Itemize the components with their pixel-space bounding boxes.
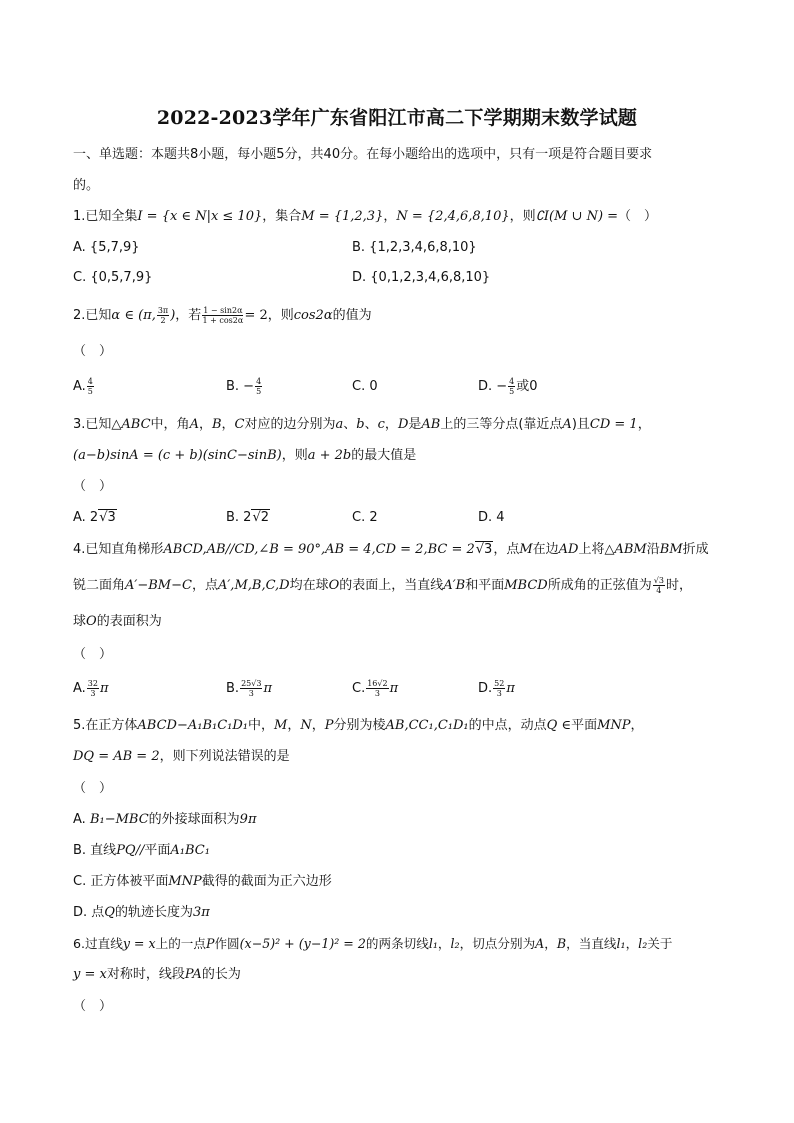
q3-option-b bbox=[226, 508, 270, 528]
q1-option-d: D. {0,1,2,3,4,6,8,10} bbox=[352, 270, 491, 285]
q5-option-a bbox=[73, 810, 257, 830]
q6-stem-line2 bbox=[73, 965, 241, 985]
q3-text: )且 bbox=[571, 417, 590, 432]
q5-math: AB,CC₁,C₁D₁ bbox=[385, 718, 469, 733]
option-label: A. bbox=[73, 379, 86, 394]
q5-math: 3π bbox=[192, 905, 210, 920]
q6-text: 的两条切线 bbox=[365, 936, 429, 951]
q1-text: ，集合 bbox=[262, 209, 302, 224]
q5-math: MNP bbox=[168, 874, 202, 889]
frac-num: 52 bbox=[494, 679, 505, 688]
q5-stem-line2 bbox=[73, 747, 290, 767]
q5-text: 分别为棱 bbox=[333, 718, 386, 733]
q5-math: M bbox=[274, 718, 288, 733]
q3-text: 3.已知△ bbox=[73, 417, 122, 432]
q3-math: b bbox=[356, 417, 365, 432]
page-title: 2022-2023学年广东省阳江市高二下学期期末数学试题 bbox=[156, 107, 638, 129]
frac-den: 5 bbox=[256, 387, 262, 396]
q3-text: 上的三等分点(靠近点 bbox=[440, 417, 563, 432]
q1-set-n: N = {2,4,6,8,10} bbox=[396, 209, 510, 224]
q5-option-c bbox=[73, 872, 332, 892]
option-label: A. 2 bbox=[73, 510, 99, 525]
option-label: C. 正方体被平面 bbox=[73, 874, 169, 889]
q4-text: 沿 bbox=[646, 542, 660, 557]
q5-math: ABCD−A₁B₁C₁D₁ bbox=[137, 718, 249, 733]
frac-num: √3 bbox=[653, 576, 664, 585]
q4-text: 的表面上，当直线 bbox=[339, 578, 444, 593]
option-label: D. − bbox=[478, 379, 508, 394]
q5-math: DQ = AB = 2 bbox=[73, 749, 160, 764]
q2-option-d bbox=[478, 377, 538, 397]
q5-text: 平面 bbox=[571, 718, 598, 733]
option-label: A. bbox=[73, 812, 86, 827]
q5-option-b bbox=[73, 841, 210, 861]
q4-text: 锐二面角 bbox=[73, 578, 126, 593]
q4-math: A′−BM−C bbox=[125, 578, 192, 593]
q4-option-a bbox=[73, 679, 109, 699]
frac-num: 16√2 bbox=[367, 679, 388, 688]
q6-stem-line1 bbox=[73, 934, 672, 954]
sqrt-radicand: √3 bbox=[475, 542, 493, 557]
q5-text: ， bbox=[311, 718, 325, 733]
q4-text: 的表面积为 bbox=[96, 614, 162, 629]
q4-text: 球 bbox=[73, 614, 87, 629]
q4-math: O bbox=[86, 614, 97, 629]
radicand: 3 bbox=[107, 510, 116, 525]
q3-text: 的最大值是 bbox=[351, 448, 417, 463]
q2-interval-close: ) bbox=[170, 308, 176, 323]
q3-equation: (a−b)sinA = (c + b)(sinC−sinB) bbox=[73, 448, 282, 463]
section-heading-line2 bbox=[73, 176, 99, 196]
frac-num: 1 − sin2α bbox=[203, 306, 243, 315]
q3-option-a bbox=[73, 508, 117, 528]
frac-den: 2 bbox=[160, 316, 166, 325]
q6-math: y = x bbox=[122, 936, 156, 951]
q3-text: 、 bbox=[364, 417, 378, 432]
q6-text: ， bbox=[544, 936, 557, 951]
q5-math: PQ// bbox=[116, 843, 145, 858]
q3-text: 中，角 bbox=[150, 417, 190, 432]
q6-text: ，当直线 bbox=[566, 936, 617, 951]
q3-option-d: D. 4 bbox=[478, 510, 505, 525]
frac-num: 32 bbox=[87, 679, 98, 688]
q3-math: C bbox=[234, 417, 245, 432]
q2-condition-fraction bbox=[202, 306, 243, 325]
option-label: A. bbox=[73, 681, 86, 696]
option-label: B. − bbox=[226, 379, 255, 394]
q6-math: l₁ bbox=[616, 936, 626, 951]
q6-math: PA bbox=[184, 967, 202, 982]
q4-text: 时， bbox=[665, 578, 692, 593]
q2-option-a bbox=[73, 377, 95, 397]
q6-math: l₂ bbox=[638, 936, 648, 951]
q1-stem bbox=[73, 207, 657, 227]
q5-text: ，则下列说法错误的是 bbox=[159, 749, 290, 764]
option-label: B. bbox=[226, 681, 240, 696]
q6-text: 关于 bbox=[647, 936, 673, 951]
q5-text: 的中点，动点 bbox=[468, 718, 547, 733]
q5-text: 中， bbox=[248, 718, 275, 733]
q6-text: ，切点分别为 bbox=[459, 936, 536, 951]
radicand: 2 bbox=[382, 679, 388, 688]
option-text: 的外接球面积为 bbox=[148, 812, 240, 827]
q4-math: A′B bbox=[443, 578, 466, 593]
radicand: 3 bbox=[256, 679, 262, 688]
frac-den: 3 bbox=[374, 689, 380, 698]
q3-stem-line2 bbox=[73, 446, 416, 466]
q3-text: 是 bbox=[408, 417, 422, 432]
q6-math: l₂ bbox=[450, 936, 460, 951]
q6-text: 对称时，线段 bbox=[106, 967, 185, 982]
frac-num: 4 bbox=[256, 377, 262, 386]
q1-option-b: B. {1,2,3,4,6,8,10} bbox=[352, 240, 477, 255]
option-fraction bbox=[366, 679, 388, 698]
pi-symbol: π bbox=[506, 681, 515, 696]
q2-interval: α ∈ (π, bbox=[111, 308, 156, 323]
q2-text: 2.已知 bbox=[73, 308, 112, 323]
q4-stem-line2 bbox=[73, 576, 692, 596]
radicand: 3 bbox=[484, 542, 493, 557]
q3-text: 对应的边分别为 bbox=[244, 417, 336, 432]
q3-math: a + 2b bbox=[307, 448, 352, 463]
q5-text: 5.在正方体 bbox=[73, 718, 138, 733]
option-fraction bbox=[255, 377, 262, 396]
option-tail: 或0 bbox=[516, 379, 538, 394]
section-heading-text-cont: 的。 bbox=[73, 178, 100, 193]
q2-option-b bbox=[226, 377, 263, 397]
q5-stem-line1 bbox=[73, 716, 644, 736]
radicand: 3 bbox=[658, 576, 664, 585]
q1-set-i: I = {x ∈ N|x ≤ 10} bbox=[137, 209, 263, 224]
sqrt-radicand: √2 bbox=[252, 510, 270, 525]
q6-math: P bbox=[205, 936, 215, 951]
option-label: D. 点 bbox=[73, 905, 105, 920]
option-fraction bbox=[240, 679, 262, 698]
frac-num: 4 bbox=[87, 377, 93, 386]
q1-answer-blank: （ ） bbox=[618, 209, 658, 224]
q3-option-c: C. 2 bbox=[352, 510, 378, 525]
q5-math: Q ∈ bbox=[546, 718, 572, 733]
frac-den: 1 + cos2α bbox=[202, 316, 244, 325]
q1-text: ， bbox=[383, 209, 397, 224]
q6-text: ， bbox=[437, 936, 451, 951]
q6-text: 上的一点 bbox=[155, 936, 206, 951]
q5-math: A₁BC₁ bbox=[170, 843, 210, 858]
q3-text: 、 bbox=[343, 417, 357, 432]
q3-text: ， bbox=[198, 417, 212, 432]
q2-text: 的值为 bbox=[332, 308, 372, 323]
q6-math: l₁ bbox=[428, 936, 438, 951]
q3-math: CD = 1 bbox=[589, 417, 638, 432]
q4-stem-line3 bbox=[73, 612, 162, 632]
frac-num: 3π bbox=[157, 306, 169, 315]
section-heading-text: 一、单选题：本题共8小题，每小题5分，共40分。在每小题给出的选项中，只有一项是符合题目要求 bbox=[73, 147, 653, 162]
q5-math: 9π bbox=[239, 812, 257, 827]
q2-option-c: C. 0 bbox=[352, 379, 378, 394]
q2-text: ，则 bbox=[267, 308, 294, 323]
pi-symbol: π bbox=[99, 681, 109, 696]
option-label: C. bbox=[352, 681, 366, 696]
frac-den: 5 bbox=[87, 387, 93, 396]
q1-text: ，则 bbox=[509, 209, 536, 224]
q4-text: ，点 bbox=[191, 578, 218, 593]
q4-math: ABM bbox=[614, 542, 647, 557]
q4-math: MBCD bbox=[504, 578, 548, 593]
section-heading-line1 bbox=[73, 145, 652, 165]
q6-math: B bbox=[556, 936, 567, 951]
option-text: 截得的截面为正六边形 bbox=[201, 874, 332, 889]
q5-math: MNP bbox=[597, 718, 631, 733]
q5-answer-blank: （ ） bbox=[73, 781, 113, 796]
q2-three-pi-over-two bbox=[157, 306, 169, 325]
q4-math: A′,M,B,C,D bbox=[217, 578, 290, 593]
q2-stem bbox=[73, 306, 372, 326]
q4-text: 上将△ bbox=[578, 542, 615, 557]
option-text: 平面 bbox=[144, 843, 171, 858]
option-fraction bbox=[87, 679, 99, 698]
q4-text: 所成角的正弦值为 bbox=[547, 578, 652, 593]
q3-text: ， bbox=[221, 417, 235, 432]
option-fraction bbox=[508, 377, 515, 396]
q1-complement: ∁I(M ∪ N) = bbox=[535, 209, 619, 224]
q6-math: y = x bbox=[73, 967, 107, 982]
q4-text: ，点 bbox=[493, 542, 520, 557]
q5-math: N bbox=[300, 718, 312, 733]
frac-den: 5 bbox=[509, 387, 515, 396]
q6-text: ， bbox=[625, 936, 639, 951]
frac-num: 4 bbox=[509, 377, 515, 386]
q5-math: B₁−MBC bbox=[89, 812, 149, 827]
radicand: 2 bbox=[260, 510, 270, 525]
q3-stem-line1 bbox=[73, 415, 651, 435]
frac-den: 3 bbox=[248, 689, 254, 698]
q3-text: ， bbox=[637, 417, 651, 432]
q6-text: 作圆 bbox=[214, 936, 240, 951]
q1-set-m: M = {1,2,3} bbox=[301, 209, 384, 224]
option-label: D. bbox=[478, 681, 493, 696]
q3-math: AB bbox=[421, 417, 441, 432]
q3-math: ABC bbox=[121, 417, 151, 432]
q4-math: ABCD,AB//CD,∠B = 90°,AB = 4,CD = 2,BC = 2 bbox=[163, 542, 475, 557]
option-label: B. 直线 bbox=[73, 843, 117, 858]
q4-option-c bbox=[352, 679, 398, 699]
q2-cos2a: cos2α bbox=[293, 308, 333, 323]
coef: 25 bbox=[241, 679, 252, 688]
q3-math: D bbox=[397, 417, 409, 432]
q4-sine-fraction bbox=[653, 576, 665, 595]
frac-den: 3 bbox=[496, 689, 502, 698]
q5-text: ， bbox=[630, 718, 644, 733]
sqrt-radicand: √3 bbox=[99, 510, 116, 525]
frac-den: 3 bbox=[90, 689, 96, 698]
q1-text: 1.已知全集 bbox=[73, 209, 138, 224]
q4-math: BM bbox=[659, 542, 683, 557]
q3-math: B bbox=[211, 417, 222, 432]
q6-text: 的长为 bbox=[201, 967, 241, 982]
q4-option-d bbox=[478, 679, 515, 699]
frac-den: 4 bbox=[656, 586, 662, 595]
q3-math: A bbox=[189, 417, 199, 432]
pi-symbol: π bbox=[263, 681, 272, 696]
q3-text: ， bbox=[384, 417, 398, 432]
q6-text: 6.过直线 bbox=[73, 936, 123, 951]
q4-answer-blank: （ ） bbox=[73, 647, 113, 662]
q4-math: M bbox=[519, 542, 533, 557]
q4-text: 和平面 bbox=[465, 578, 505, 593]
q5-text: ， bbox=[287, 718, 301, 733]
q4-math: AD bbox=[558, 542, 579, 557]
q5-math: Q bbox=[104, 905, 115, 920]
q4-option-b bbox=[226, 679, 272, 699]
q6-math: A bbox=[535, 936, 545, 951]
q6-answer-blank: （ ） bbox=[73, 999, 113, 1014]
q1-option-a: A. {5,7,9} bbox=[73, 240, 140, 255]
q3-math: a bbox=[335, 417, 344, 432]
q4-text: 均在球 bbox=[289, 578, 329, 593]
q2-equals: = 2 bbox=[244, 308, 268, 323]
q4-text: 折成 bbox=[682, 542, 709, 557]
q4-math: O bbox=[328, 578, 340, 593]
option-label: B. 2 bbox=[226, 510, 252, 525]
q4-stem-line1 bbox=[73, 540, 709, 560]
q3-text: ，则 bbox=[281, 448, 308, 463]
q2-text: ，若 bbox=[175, 308, 202, 323]
q3-math: c bbox=[377, 417, 385, 432]
q4-text: 在边 bbox=[532, 542, 559, 557]
q2-answer-blank: （ ） bbox=[73, 344, 113, 359]
q3-answer-blank: （ ） bbox=[73, 479, 113, 494]
q5-option-d bbox=[73, 903, 210, 923]
option-fraction bbox=[493, 679, 505, 698]
option-text: 的轨迹长度为 bbox=[114, 905, 193, 920]
frac-num: 25√3 bbox=[241, 679, 262, 688]
q4-text: 4.已知直角梯形 bbox=[73, 542, 164, 557]
q6-math: (x−5)² + (y−1)² = 2 bbox=[239, 936, 366, 951]
q3-math: A bbox=[562, 417, 572, 432]
option-fraction bbox=[87, 377, 94, 396]
q1-option-c: C. {0,5,7,9} bbox=[73, 270, 153, 285]
coef: 16 bbox=[367, 679, 378, 688]
q5-math: P bbox=[324, 718, 334, 733]
pi-symbol: π bbox=[389, 681, 399, 696]
